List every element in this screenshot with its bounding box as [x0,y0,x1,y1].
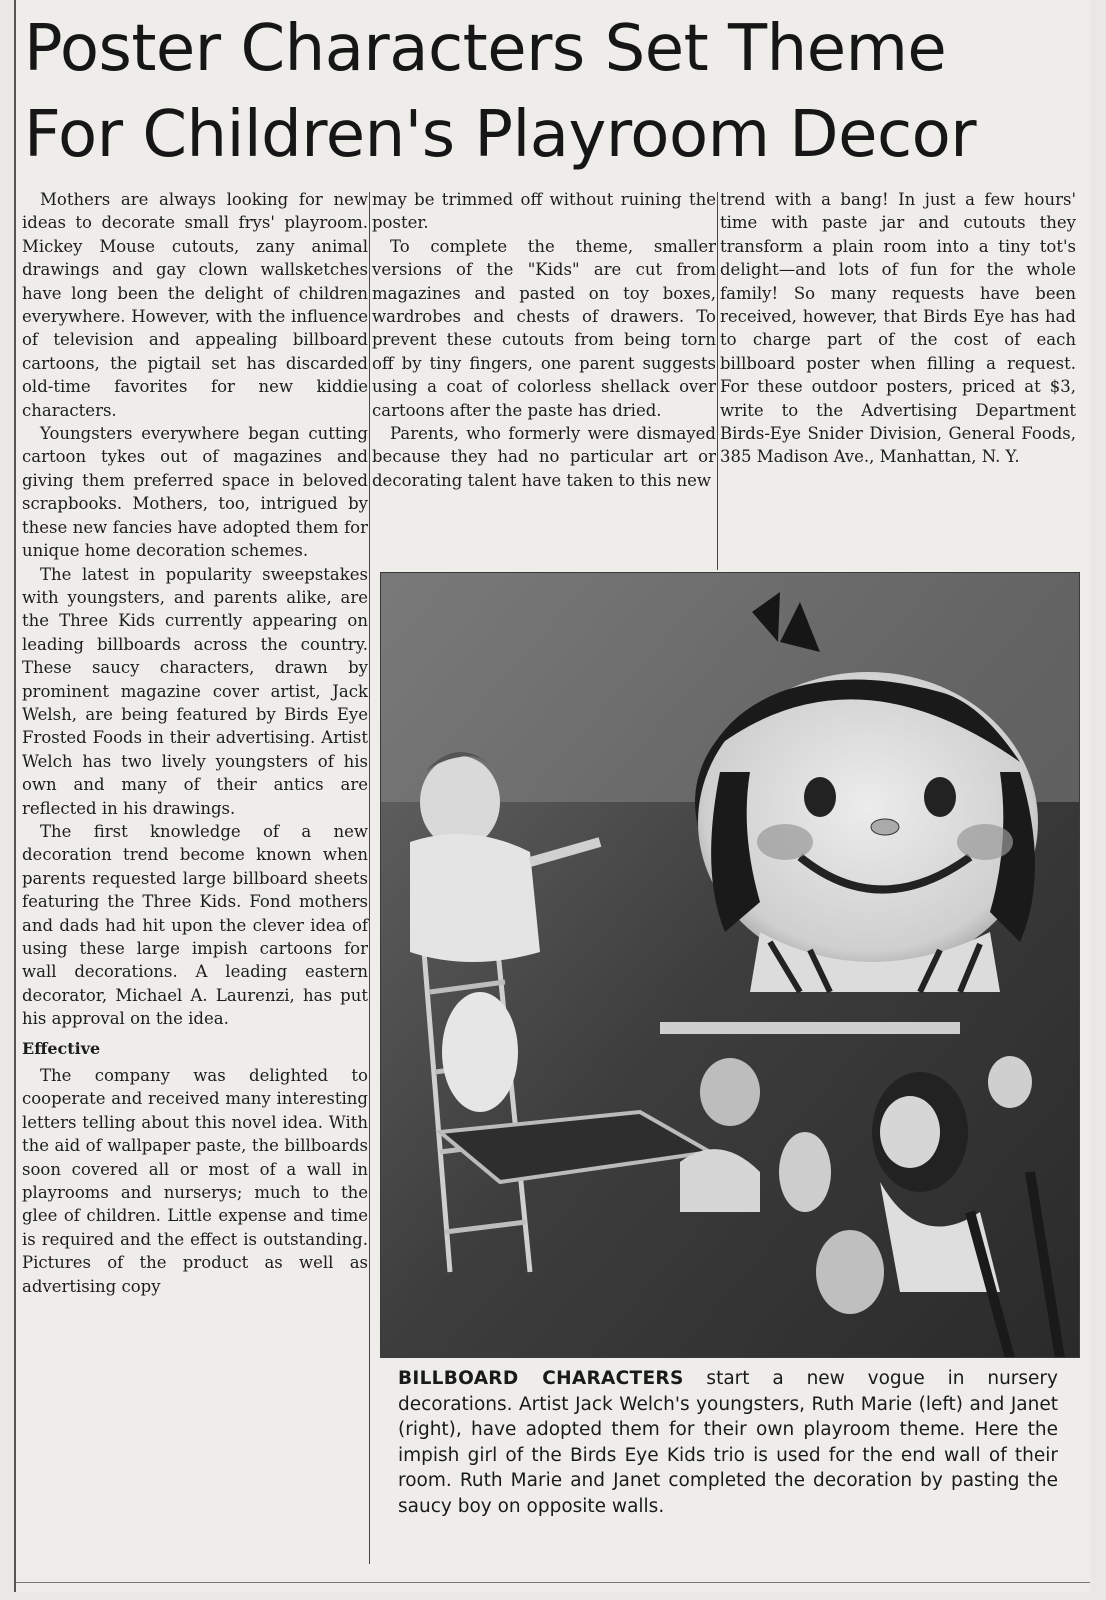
paragraph: may be trimmed off without ruining the poster. [372,190,716,233]
paragraph: Mothers are always looking for new ideas to decorate small frys' playroom. Mickey Mouse cutouts, zany animal drawings and gay clown wallsketches have long been the delight of children everywhere. However, with the influence of television and appealing billboard cartoons, the pigtail set has discarded old-time favorites for new kiddie characters. [22,190,368,420]
article-column-1 [22,188,368,1298]
column-rule-2 [717,192,718,570]
caption-lead: BILLBOARD CHARACTERS [398,1368,684,1389]
paragraph: Parents, who formerly were dismayed because they had no particular art or decorating talent have taken to this new [372,424,716,490]
paragraph: The first knowledge of a new decoration trend become known when parents requested large billboard sheets featuring the Three Kids. Fond mothers and dads had hit upon the clever idea of using these large impish cartoons for wall decorations. A leading eastern decorator, Michael A. Laurenzi, has put his approval on the idea. [22,821,368,1029]
playroom-photo [380,572,1080,1358]
paragraph: trend with a bang! In just a few hours' time with paste jar and cutouts they transform a plain room into a tiny tot's delight—and lots of fun for the whole family! So many requests have been received, however, that Birds Eye has had to charge part of the cost of each billboard poster when filling a request. For these outdoor posters, priced at $3, write to the Advertising Department Birds-Eye Snider Division, General Foods, 385 Madison Ave., Manhattan, N. Y. [720,190,1076,467]
paragraph: The company was delighted to cooperate and received many interesting letters telling about this novel idea. With the aid of wallpaper paste, the billboards soon covered all or most of a wall in playrooms and nurserys; much to the glee of children. Little expense and time is required and the effect is outstanding. Pictures of the product as well as advertising copy [22,1066,368,1296]
photo-caption [398,1366,1058,1520]
headline-line-1: Poster Characters Set Theme [24,12,947,86]
subhead: Effective [22,1038,101,1058]
article-column-3 [720,188,1076,469]
newspaper-clipping [14,0,1090,1592]
bottom-rule [16,1582,1090,1583]
column-rule-1 [369,192,370,1564]
paragraph: Youngsters everywhere began cutting cartoon tykes out of magazines and giving them preferred space in beloved scrapbooks. Mothers, too, intrigued by these new fancies have adopted them for unique home decoration schemes. [22,424,368,561]
article-column-2 [372,188,716,492]
paragraph: To complete the theme, smaller versions of the "Kids" are cut from magazines and pasted on toy boxes, wardrobes and chests of drawers. To prevent these cutouts from being torn off by tiny fingers, one parent suggests using a coat of colorless shellack over cartoons after the paste has dried. [372,236,716,420]
headline [24,6,1084,178]
headline-line-2: For Children's Playroom Decor [24,98,977,172]
caption-text: start a new vogue in nursery decorations. Artist Jack Welch's youngsters, Ruth Marie (left) and Janet (right), have adopted them for their own playroom theme. Here the impish girl of the Birds Eye Kids trio is used for the end wall of their room. Ruth Marie and Janet completed the decoration by pasting the saucy boy on opposite walls. [398,1368,1058,1517]
paragraph: The latest in popularity sweepstakes with youngsters, and parents alike, are the Three Kids currently appearing on leading billboards across the country. These saucy characters, drawn by prominent magazine cover artist, Jack Welsh, are being featured by Birds Eye Frosted Foods in their advertising. Artist Welch has two lively youngsters of his own and many of their antics are reflected in his drawings. [22,564,368,818]
